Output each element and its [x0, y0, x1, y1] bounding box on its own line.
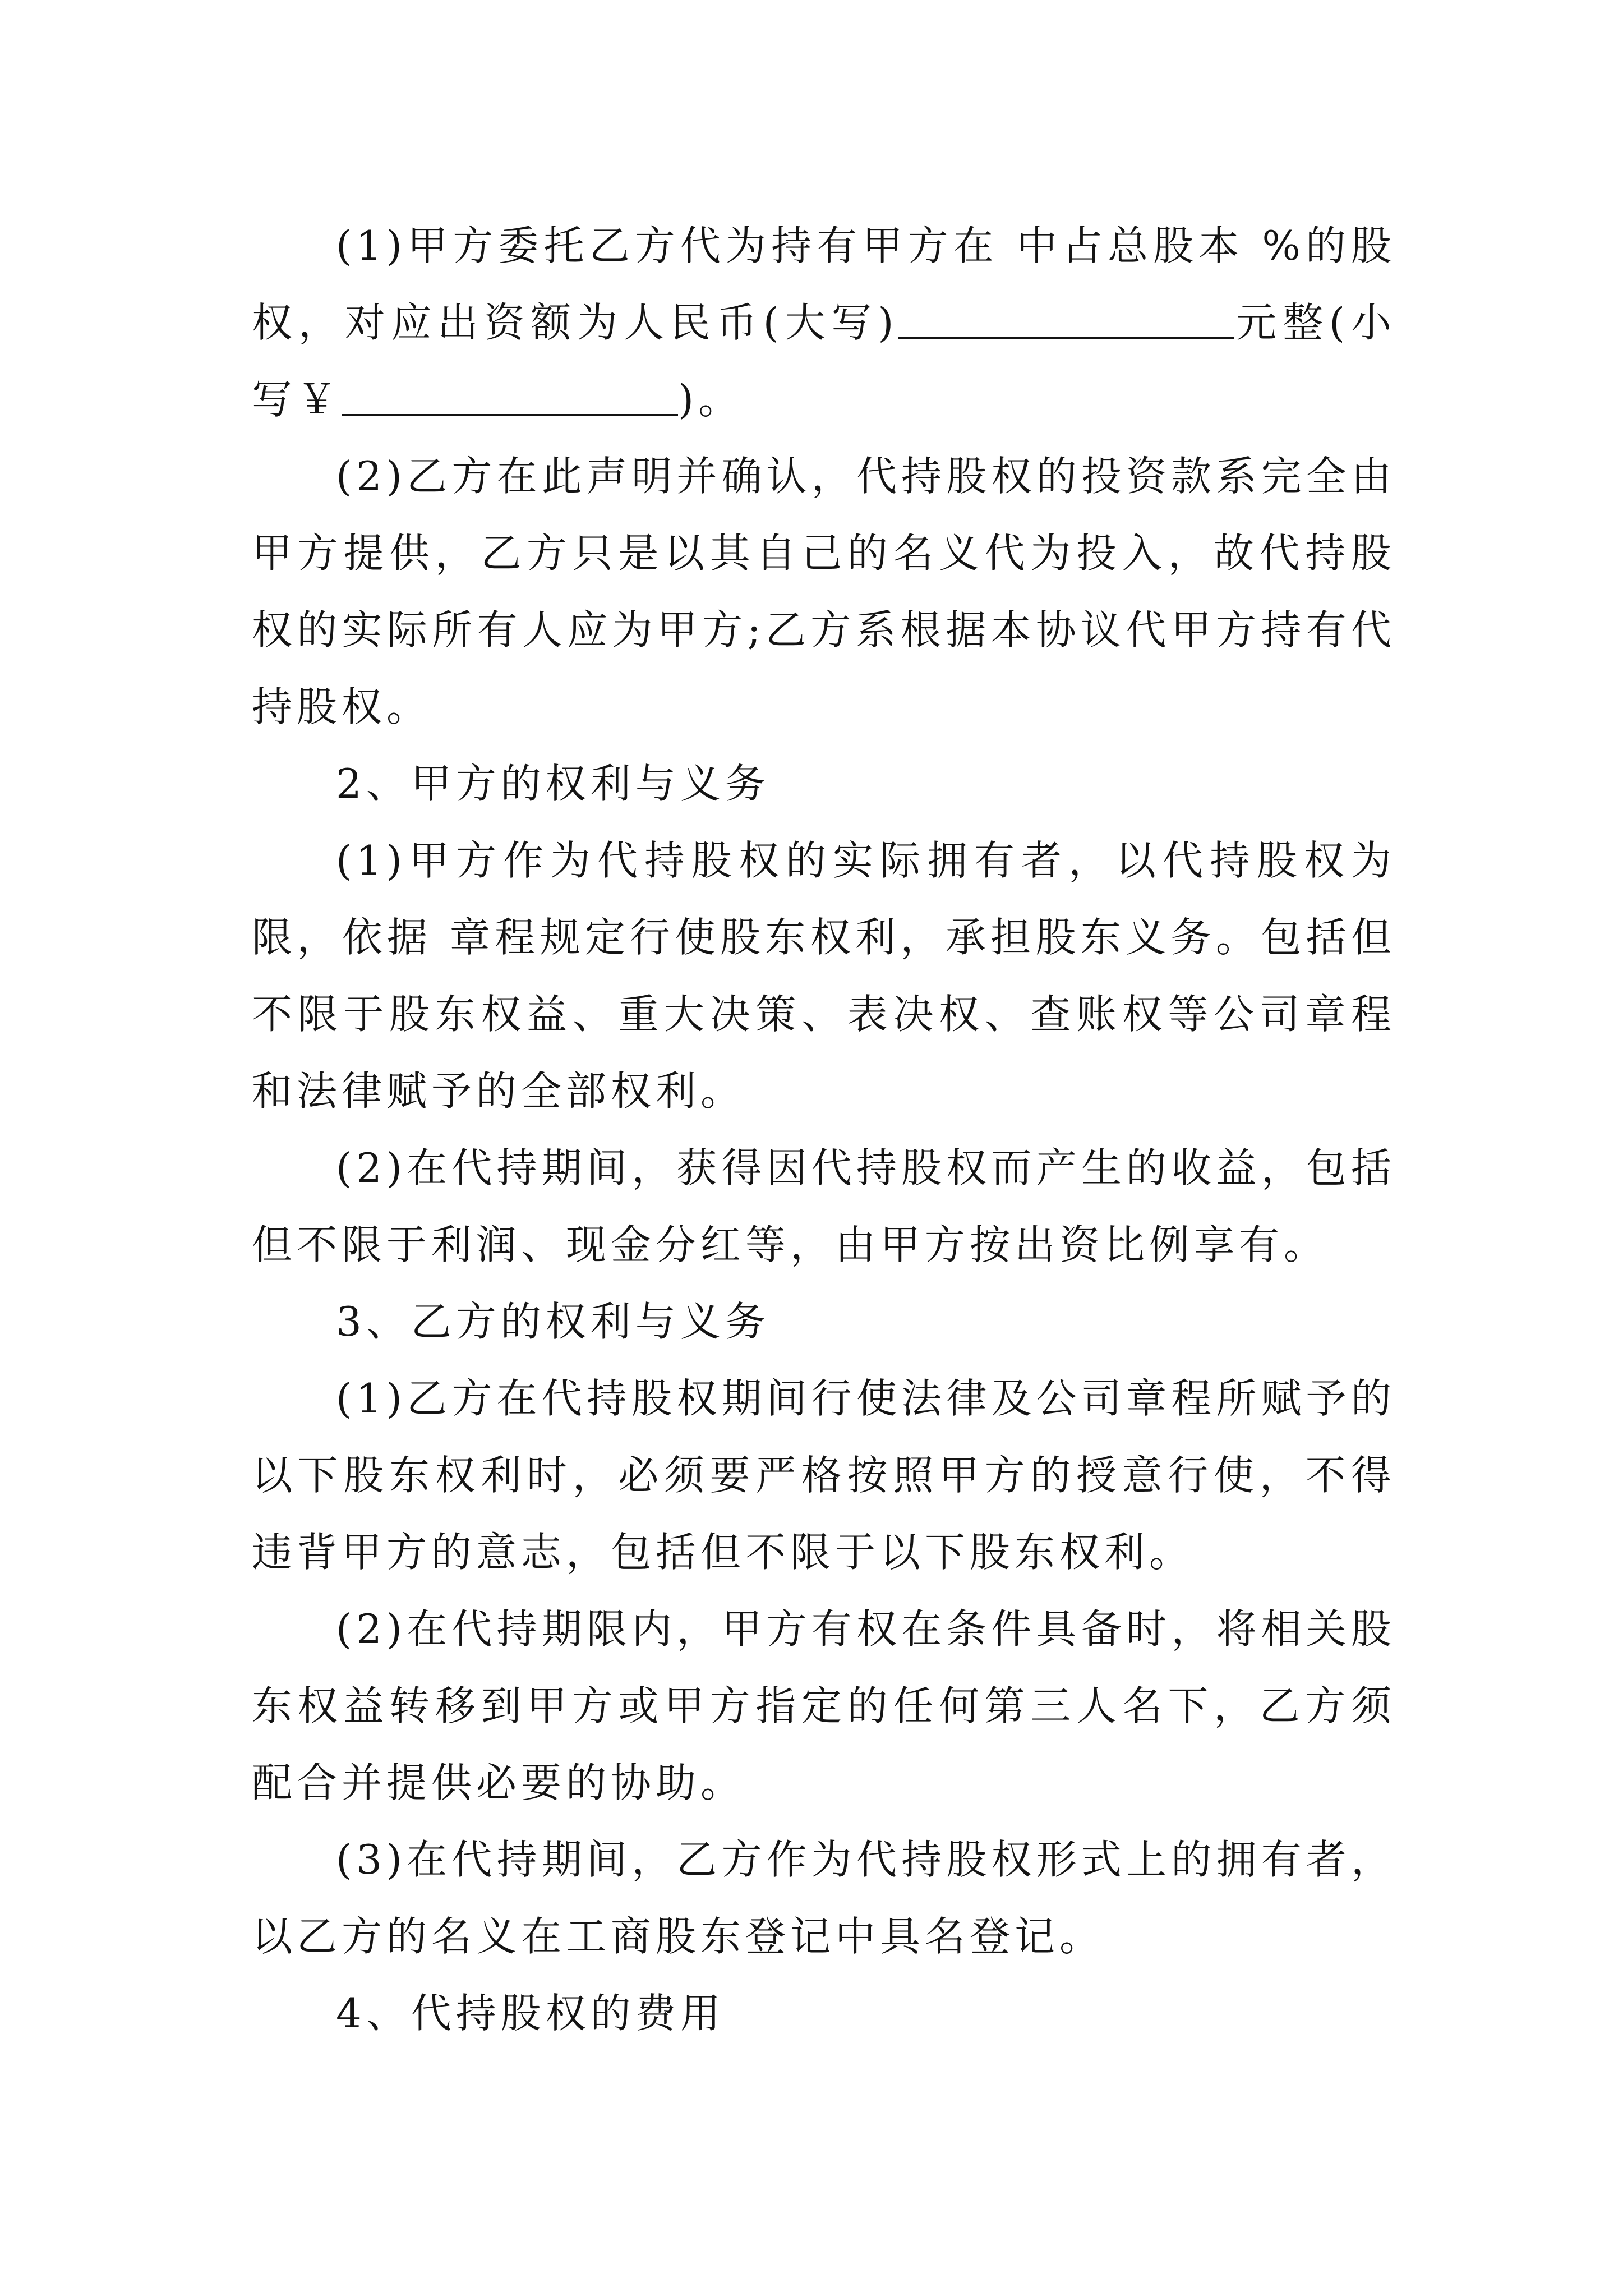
clause-3-2: (2)在代持期限内，甲方有权在条件具备时，将相关股东权益转移到甲方或甲方指定的任何第三人名下，乙方须配合并提供必要的协助。 [252, 1605, 1396, 1806]
clause-3-3: (3)在代持期间，乙方作为代持股权形式上的拥有者，以乙方的名义在工商股东登记中具名登记。 [252, 1836, 1396, 1960]
clause-1-1 [252, 208, 1396, 438]
section-4-title: 4、代持股权的费用 [336, 1990, 725, 2037]
clause-2-2: (2)在代持期间，获得因代持股权而产生的收益，包括但不限于利润、现金分红等，由甲方按出资比例享有。 [252, 1144, 1396, 1268]
amount-in-words-blank [898, 303, 1234, 339]
clause-3-1: (1)乙方在代持股权期间行使法律及公司章程所赋予的以下股东权利时，必须要严格按照甲方的授意行使，不得违背甲方的意志，包括但不限于以下股东权利。 [252, 1375, 1396, 1576]
clause-2-1: (1)甲方作为代持股权的实际拥有者，以代持股权为限，依据 章程规定行使股东权利，承担股东义务。包括但不限于股东权益、重大决策、表决权、查账权等公司章程和法律赋予的全部权利。 [252, 837, 1396, 1115]
clause-1-2: (2)乙方在此声明并确认，代持股权的投资款系完全由甲方提供，乙方只是以其自己的名义代为投入，故代持股权的实际所有人应为甲方;乙方系根据本协议代甲方持有代持股权。 [252, 453, 1396, 730]
clause-1-1-text-b: 元整(小写￥ [252, 299, 1396, 423]
document-body [252, 208, 1396, 2052]
clause-1-1-text-a: (1)甲方委托乙方代为持有甲方在 中占总股本 %的股权，对应出资额为人民币(大写) [252, 222, 1396, 346]
clause-1-1-text-c: )。 [678, 376, 744, 423]
amount-in-figures-blank [342, 380, 678, 416]
section-2-title: 2、甲方的权利与义务 [336, 760, 770, 807]
section-3-title: 3、乙方的权利与义务 [336, 1298, 770, 1345]
